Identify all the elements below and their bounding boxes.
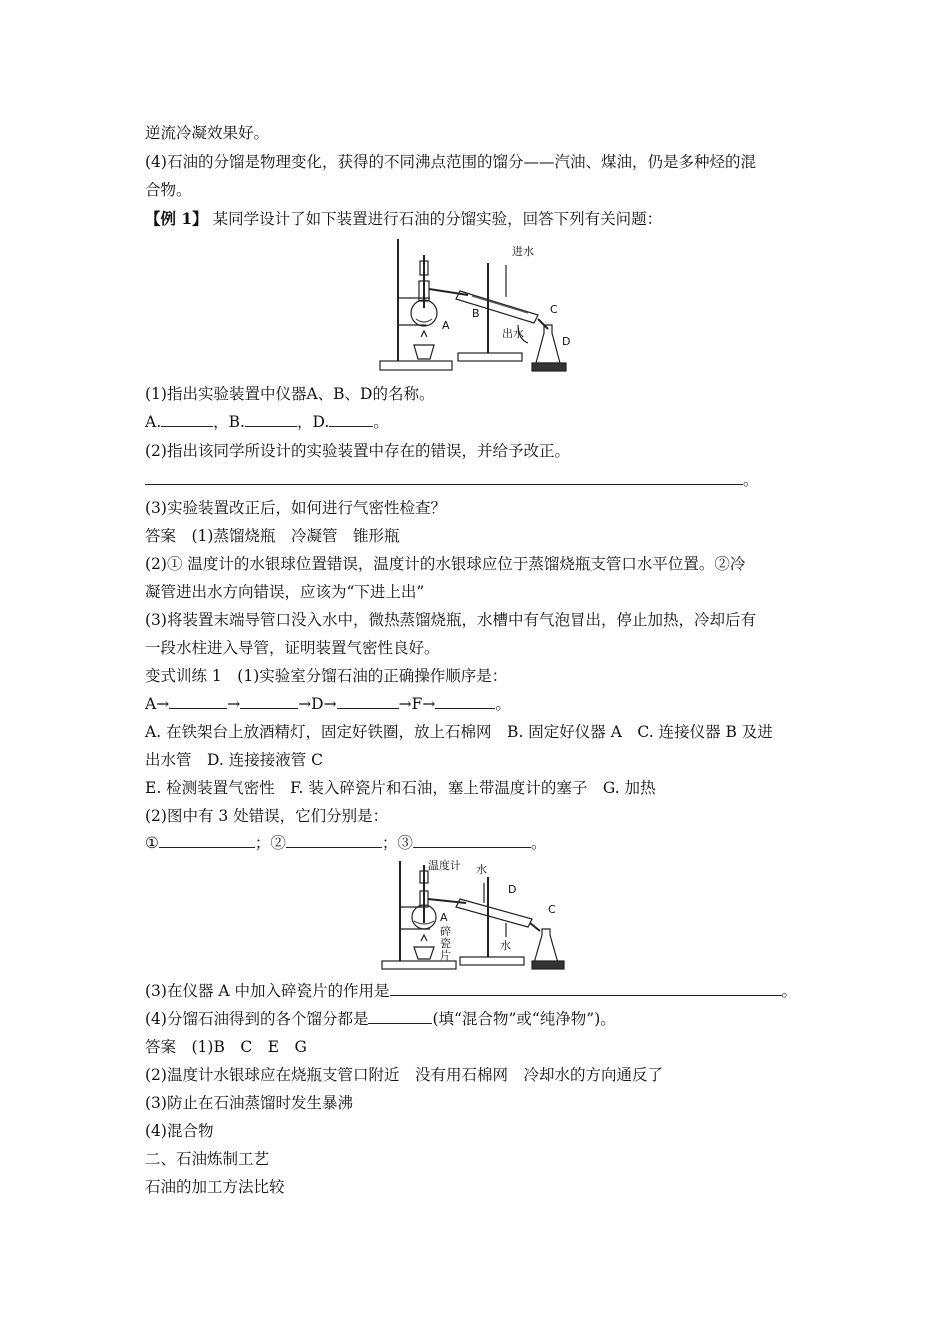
error-blank-2[interactable] — [286, 833, 382, 848]
blank-B[interactable] — [245, 412, 297, 427]
answer-blank-long[interactable] — [390, 981, 782, 996]
condenser — [456, 291, 538, 323]
label-water-in: 进水 — [512, 245, 534, 258]
label-D: D — [562, 335, 571, 348]
example-tag: 【例 1】 — [145, 209, 208, 228]
error-blank-3[interactable] — [413, 833, 531, 848]
question-1: (1)指出实验装置中仪器A、B、D的名称。 — [145, 385, 435, 403]
label-B: B — [472, 307, 480, 320]
question-1-answer-blanks — [145, 412, 815, 432]
blank-suffix: 。 — [781, 982, 798, 1000]
question-3: (3)实验装置改正后，如何进行气密性检查？ — [145, 499, 446, 517]
variant-answer-2: (2)温度计水银球应在烧瓶支管口附近 没有用石棉网 冷却水的方向通反了 — [145, 1066, 663, 1084]
section-2-subheading: 石油的加工方法比较 — [145, 1178, 285, 1196]
flame — [421, 331, 427, 337]
adapter — [538, 319, 548, 329]
flask-base-block — [532, 961, 564, 969]
circle-2: ；② — [254, 834, 286, 852]
stand-base-left — [382, 961, 456, 969]
blank-suffix: 。 — [530, 834, 547, 852]
stand-base-right — [460, 957, 524, 965]
error-blanks — [145, 833, 815, 853]
options-line-1: A. 在铁架台上放酒精灯，固定好铁圈，放上石棉网 B. 固定好仪器 A C. 连接仪器 B 及进 — [145, 723, 773, 741]
condenser — [456, 899, 532, 927]
distillation-apparatus-figure-1 — [378, 233, 571, 375]
question-2-answer-line — [145, 470, 815, 490]
section-2-heading: 二、石油炼制工艺 — [145, 1150, 270, 1168]
circle-3: ；③ — [381, 834, 413, 852]
blank-D[interactable] — [329, 412, 373, 427]
paragraph-line: 合物。 — [145, 181, 192, 199]
seq-blank-2[interactable] — [240, 694, 298, 709]
label-C: C — [548, 903, 556, 916]
blank-prefix-D: ，D. — [296, 413, 330, 431]
paragraph-line: (4)石油的分馏是物理变化，获得的不同沸点范围的馏分——汽油、煤油，仍是多种烃的混 — [145, 153, 756, 171]
seq-arrow-F: →F→ — [398, 695, 436, 713]
variant-question-3 — [145, 981, 815, 1001]
label-A: A — [442, 319, 450, 332]
stand-base-right — [458, 353, 522, 361]
flame — [421, 935, 427, 941]
distillation-apparatus-figure-2 — [380, 857, 568, 973]
circle-1: ① — [145, 834, 159, 852]
label-C: C — [550, 303, 558, 316]
answer-2-line-2: 凝管进出水方向错误，应该为“下进上出” — [145, 583, 425, 601]
question-text: (3)在仪器 A 中加入碎瓷片的作用是 — [145, 982, 390, 1000]
variant-question-4 — [145, 1009, 815, 1029]
answer-blank-long[interactable] — [145, 470, 743, 485]
variant-answer-3: (3)防止在石油蒸馏时发生暴沸 — [145, 1094, 353, 1112]
label-A: A — [440, 911, 448, 924]
condenser-inner-tube — [472, 296, 528, 313]
answer-3-line-2: 一段水柱进入导管，证明装置气密性良好。 — [145, 639, 440, 657]
variant-question-2: (2)图中有 3 处错误，它们分别是： — [145, 807, 389, 825]
question-2: (2)指出该同学所设计的实验装置中存在的错误，并给予改正。 — [145, 442, 570, 460]
sequence-blanks — [145, 694, 815, 714]
seq-prefix: A→ — [145, 695, 170, 713]
alcohol-lamp — [414, 345, 434, 359]
blank-prefix-B: ，B. — [213, 413, 245, 431]
answer-3-line-1: (3)将装置末端导管口没入水中，微热蒸馏烧瓶，水槽中有气泡冒出，停止加热，冷却后有 — [145, 611, 756, 629]
error-blank-1[interactable] — [159, 833, 255, 848]
variant-answer-4: (4)混合物 — [145, 1122, 214, 1140]
blank-suffix: 。 — [743, 471, 759, 489]
blank-prefix-A: A. — [145, 413, 162, 431]
paragraph-line: 逆流冷凝效果好。 — [145, 124, 270, 142]
question-text: (4)分馏石油得到的各个馏分都是 — [145, 1010, 369, 1028]
variant-1-stem: 变式训练 1 (1)实验室分馏石油的正确操作顺序是： — [145, 667, 508, 685]
label-water-out: 出水 — [502, 327, 524, 340]
stand-base-left — [380, 361, 452, 370]
blank-suffix: 。 — [373, 413, 389, 431]
seq-blank-3[interactable] — [337, 694, 399, 709]
conical-flask — [534, 929, 558, 963]
label-water-top: 水 — [476, 863, 487, 876]
label-water-bottom: 水 — [500, 939, 511, 952]
blank-A[interactable] — [161, 412, 213, 427]
answer-1: 答案 (1)蒸馏烧瓶 冷凝管 锥形瓶 — [145, 527, 400, 545]
flask-base-block — [532, 363, 566, 371]
seq-arrow-D: →D→ — [298, 695, 337, 713]
liquid-level — [416, 319, 432, 322]
label-chips-1: 碎 — [440, 925, 451, 938]
adapter — [530, 923, 540, 931]
conical-flask — [536, 325, 560, 363]
answer-2-line-1: (2)① 温度计的水银球位置错误，温度计的水银球应位于蒸馏烧瓶支管口水平位置。②冷 — [145, 555, 746, 573]
options-line-2: 出水管 D. 连接接液管 C — [145, 751, 324, 769]
label-chips-3: 片 — [440, 949, 451, 962]
label-chips-2: 瓷 — [440, 937, 451, 950]
alcohol-lamp — [414, 947, 434, 959]
label-thermometer: 温度计 — [428, 859, 461, 872]
answer-blank[interactable] — [368, 1009, 432, 1024]
example-1-stem — [145, 209, 815, 229]
variant-answer-1: 答案 (1)B C E G — [145, 1038, 307, 1056]
seq-blank-1[interactable] — [169, 694, 227, 709]
seq-arrow: → — [227, 695, 241, 713]
example-stem-text: 某同学设计了如下装置进行石油的分馏实验，回答下列有关问题： — [207, 210, 663, 228]
seq-blank-4[interactable] — [435, 694, 495, 709]
question-hint: (填“混合物”或“纯净物”)。 — [432, 1010, 616, 1028]
options-line-3: E. 检测装置气密性 F. 装入碎瓷片和石油，塞上带温度计的塞子 G. 加热 — [145, 779, 656, 797]
seq-suffix: 。 — [495, 695, 511, 713]
label-D: D — [508, 883, 517, 896]
